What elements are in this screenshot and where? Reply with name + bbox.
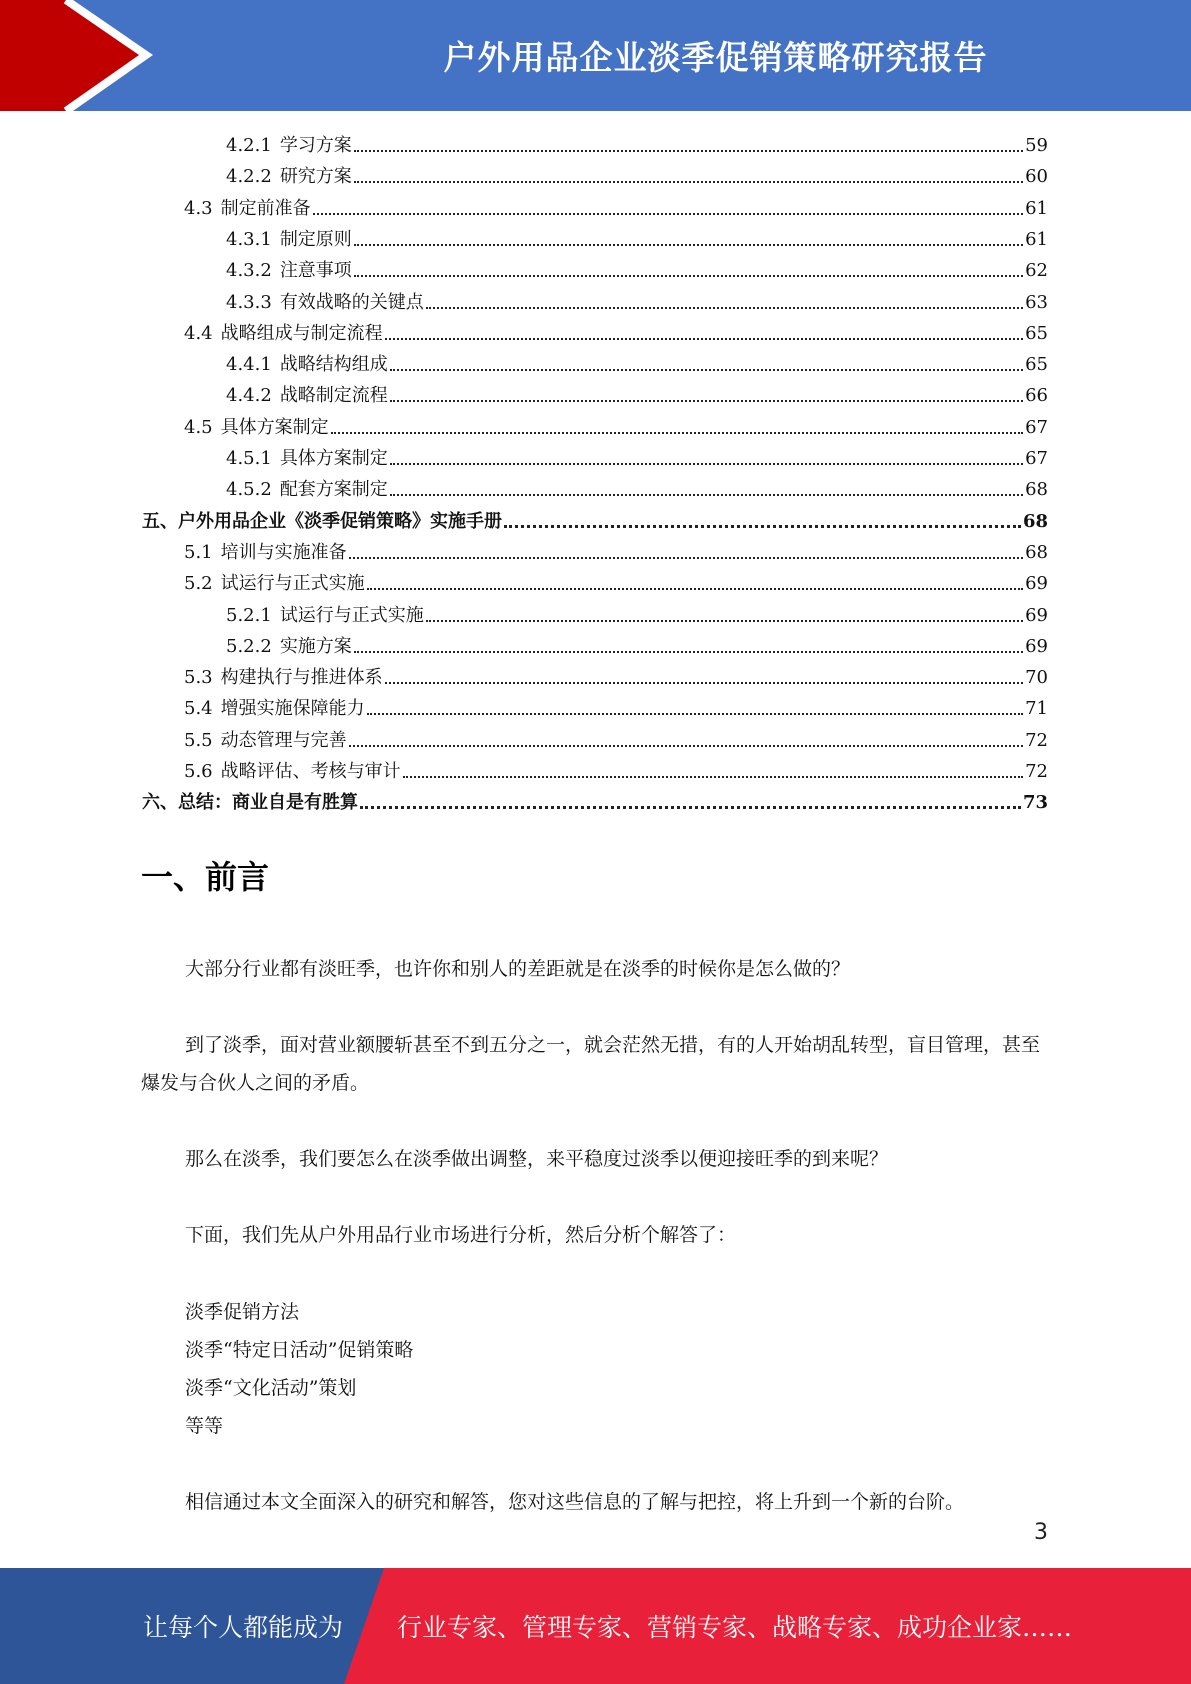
toc-entry-page: 67 bbox=[1025, 448, 1048, 469]
toc-entry-page: 68 bbox=[1022, 510, 1048, 532]
toc-leader-dots bbox=[360, 806, 1021, 809]
toc-entry[interactable] bbox=[226, 345, 1048, 376]
toc-entry-number: 5.6 bbox=[184, 761, 213, 782]
toc-leader-dots bbox=[504, 525, 1021, 528]
toc-entry-title: 具体方案制定 bbox=[279, 448, 388, 469]
list-item: 淡季促销方法 bbox=[185, 1301, 300, 1323]
toc-leader-dots bbox=[331, 432, 1023, 434]
toc-entry-page: 66 bbox=[1025, 385, 1048, 407]
toc-entry[interactable] bbox=[184, 658, 1048, 689]
toc-entry[interactable] bbox=[226, 126, 1048, 157]
toc-entry[interactable] bbox=[184, 689, 1048, 720]
toc-entry-page: 61 bbox=[1025, 228, 1048, 250]
toc-entry[interactable] bbox=[184, 314, 1048, 345]
toc-entry-number: 5.4 bbox=[184, 698, 213, 720]
toc-entry-title: 战略组成与制定流程 bbox=[220, 322, 383, 344]
toc-entry-number: 5.2.2 bbox=[226, 635, 272, 657]
toc-entry[interactable] bbox=[142, 502, 1048, 533]
toc-entry-page: 61 bbox=[1025, 197, 1048, 219]
toc-entry-title: 战略评估、考核与审计 bbox=[220, 761, 401, 782]
toc-entry-title: 实施方案 bbox=[279, 635, 352, 657]
toc-leader-dots bbox=[367, 588, 1023, 590]
toc-entry-number: 4.2.2 bbox=[226, 166, 272, 188]
toc-entry-page: 69 bbox=[1025, 573, 1048, 595]
toc-entry-page: 71 bbox=[1025, 698, 1048, 720]
toc-leader-dots bbox=[385, 682, 1023, 684]
toc-leader-dots bbox=[349, 745, 1023, 747]
toc-leader-dots bbox=[385, 338, 1023, 340]
toc-leader-dots bbox=[354, 275, 1023, 277]
toc-entry[interactable] bbox=[226, 470, 1048, 501]
toc-entry-page: 69 bbox=[1025, 604, 1048, 626]
header-red-chevron bbox=[0, 0, 146, 111]
toc-entry-number: 4.4.2 bbox=[226, 385, 272, 407]
paragraph-1: 大部分行业都有淡旺季，也许你和别人的差距就是在淡季的时候你是怎么做的？ bbox=[185, 958, 851, 980]
toc-entry-page: 62 bbox=[1025, 260, 1048, 282]
toc-entry-page: 63 bbox=[1025, 291, 1048, 313]
toc-entry[interactable] bbox=[226, 627, 1048, 658]
toc-entry[interactable] bbox=[226, 283, 1048, 314]
toc-entry[interactable] bbox=[226, 220, 1048, 251]
toc-entry-number: 4.4.1 bbox=[226, 354, 272, 376]
toc-entry-title: 制定原则 bbox=[279, 228, 352, 250]
toc-entry-page: 68 bbox=[1025, 541, 1048, 563]
toc-leader-dots bbox=[313, 213, 1023, 215]
toc-entry-title: 战略结构组成 bbox=[279, 354, 388, 376]
toc-entry-number: 5.2.1 bbox=[226, 604, 272, 626]
toc-leader-dots bbox=[390, 369, 1023, 371]
list-item: 等等 bbox=[185, 1415, 224, 1437]
toc-entry-page: 65 bbox=[1025, 354, 1048, 376]
closing-paragraph: 相信通过本文全面深入的研究和解答，您对这些信息的了解与把控，将上升到一个新的台阶。 bbox=[185, 1491, 965, 1513]
toc-entry-number: 4.3.1 bbox=[226, 228, 272, 250]
toc-entry-title: 制定前准备 bbox=[220, 197, 311, 219]
toc-entry-title: 户外用品企业《淡季促销策略》实施手册 bbox=[178, 510, 502, 532]
toc-leader-dots bbox=[390, 494, 1023, 496]
toc-entry-number: 5.3 bbox=[184, 667, 213, 689]
paragraph-3: 那么在淡季，我们要怎么在淡季做出调整，来平稳度过淡季以便迎接旺季的到来呢？ bbox=[185, 1148, 889, 1170]
toc-entry-title: 构建执行与推进体系 bbox=[220, 667, 383, 689]
toc-entry-title: 试运行与正式实施 bbox=[220, 573, 365, 595]
toc-entry-number: 5.5 bbox=[184, 729, 213, 751]
toc-entry-number: 5.2 bbox=[184, 573, 213, 595]
toc-entry-number: 4.3.2 bbox=[226, 260, 272, 282]
toc-entry-number: 五、 bbox=[142, 510, 178, 532]
toc-entry-number: 六、 bbox=[142, 792, 178, 814]
toc-entry-number: 4.5 bbox=[184, 416, 213, 438]
toc-entry-page: 59 bbox=[1025, 135, 1048, 156]
section-heading: 一、前言 bbox=[141, 858, 270, 896]
toc-entry[interactable] bbox=[184, 564, 1048, 595]
toc-leader-dots bbox=[390, 400, 1023, 402]
toc-entry[interactable] bbox=[226, 251, 1048, 282]
toc-entry[interactable] bbox=[226, 596, 1048, 627]
toc-leader-dots bbox=[354, 181, 1023, 183]
toc-entry-page: 72 bbox=[1025, 729, 1048, 751]
page-number: 3 bbox=[1034, 1520, 1048, 1545]
list-item: 淡季“特定日活动”促销策略 bbox=[185, 1339, 414, 1361]
toc-entry-page: 67 bbox=[1025, 416, 1048, 438]
toc-entry[interactable] bbox=[226, 157, 1048, 188]
toc-entry-page: 70 bbox=[1025, 667, 1048, 689]
toc-entry-title: 有效战略的关键点 bbox=[279, 291, 424, 313]
toc-entry-title: 配套方案制定 bbox=[279, 479, 388, 501]
toc-entry-page: 60 bbox=[1025, 166, 1048, 188]
toc-entry[interactable] bbox=[184, 533, 1048, 564]
toc-entry-title: 研究方案 bbox=[279, 166, 352, 188]
toc-entry[interactable] bbox=[226, 439, 1048, 470]
toc-entry[interactable] bbox=[184, 752, 1048, 783]
footer-slogan-right: 行业专家、管理专家、营销专家、战略专家、成功企业家…… bbox=[397, 1613, 1073, 1642]
page-header bbox=[0, 0, 1191, 111]
toc-entry-page: 68 bbox=[1025, 479, 1048, 501]
toc-leader-dots bbox=[349, 557, 1023, 559]
toc-entry[interactable] bbox=[184, 189, 1048, 220]
toc-leader-dots bbox=[354, 244, 1023, 246]
report-title: 户外用品企业淡季促销策略研究报告 bbox=[443, 38, 988, 77]
toc-entry-number: 4.3 bbox=[184, 197, 213, 219]
toc-entry-number: 4.4 bbox=[184, 322, 213, 344]
paragraph-4: 下面，我们先从户外用品行业市场进行分析，然后分析个解答了： bbox=[185, 1224, 737, 1246]
toc-entry-title: 战略制定流程 bbox=[279, 385, 388, 407]
toc-entry[interactable] bbox=[142, 783, 1048, 814]
footer-slogan-left: 让每个人都能成为 bbox=[143, 1613, 344, 1642]
toc-leader-dots bbox=[354, 651, 1023, 653]
page-footer bbox=[0, 1568, 1191, 1684]
toc-leader-dots bbox=[390, 463, 1023, 465]
toc-entry-page: 65 bbox=[1025, 322, 1048, 344]
toc-entry-number: 4.5.1 bbox=[226, 448, 272, 469]
toc-entry-number: 5.1 bbox=[184, 541, 213, 563]
toc-leader-dots bbox=[426, 620, 1023, 622]
list-item: 淡季“文化活动”策划 bbox=[185, 1377, 357, 1399]
toc-entry-number: 4.5.2 bbox=[226, 479, 272, 501]
toc-entry[interactable] bbox=[184, 721, 1048, 752]
toc-entry-number: 4.3.3 bbox=[226, 291, 272, 313]
toc-entry-title: 注意事项 bbox=[279, 260, 352, 282]
toc-leader-dots bbox=[367, 713, 1023, 715]
toc-entry-page: 73 bbox=[1022, 792, 1048, 814]
toc-entry[interactable] bbox=[226, 376, 1048, 407]
toc-entry-page: 72 bbox=[1025, 761, 1048, 782]
toc-entry-number: 4.2.1 bbox=[226, 135, 272, 156]
toc-entry-title: 动态管理与完善 bbox=[220, 729, 347, 751]
toc-entry-title: 培训与实施准备 bbox=[220, 541, 347, 563]
toc-entry-title: 具体方案制定 bbox=[220, 416, 329, 438]
toc-entry-title: 增强实施保障能力 bbox=[220, 698, 365, 720]
toc-entry-title: 学习方案 bbox=[279, 135, 352, 156]
toc-entry[interactable] bbox=[184, 408, 1048, 439]
toc-leader-dots bbox=[354, 150, 1023, 152]
toc-entry-title: 总结：商业自是有胜算 bbox=[178, 792, 358, 814]
toc-leader-dots bbox=[403, 776, 1023, 778]
toc-leader-dots bbox=[426, 307, 1023, 309]
toc-entry-title: 试运行与正式实施 bbox=[279, 604, 424, 626]
toc-entry-page: 69 bbox=[1025, 635, 1048, 657]
paragraph-2: 到了淡季，面对营业额腰斩甚至不到五分之一，就会茫然无措，有的人开始胡乱转型，盲目管理，甚至爆发与合伙人之间的矛盾。 bbox=[141, 1034, 1041, 1094]
